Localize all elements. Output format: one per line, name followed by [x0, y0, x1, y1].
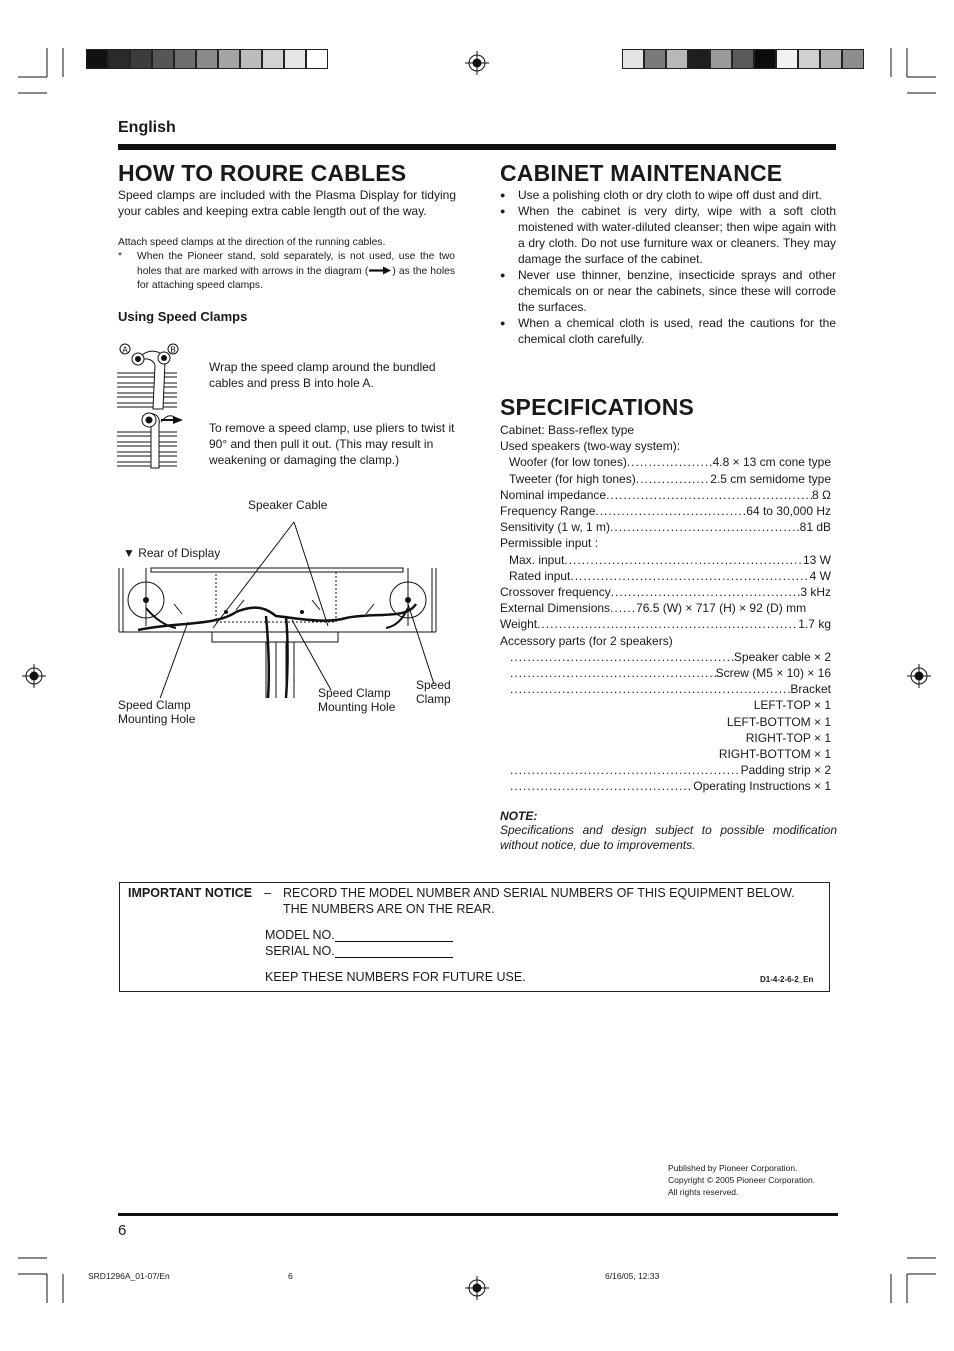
gray-swatch [666, 49, 688, 69]
spec-value: Padding strip × 2 [740, 763, 831, 778]
spec-frequency [500, 503, 831, 519]
gray-swatch [284, 49, 306, 69]
spec-label: Frequency Range [500, 504, 596, 519]
language-label: English [118, 119, 176, 136]
notice-keep: KEEP THESE NUMBERS FOR FUTURE USE. [265, 970, 526, 984]
notice-code: D1-4-2-6-2_En [760, 975, 814, 984]
spec-value: 13 W [802, 552, 831, 567]
leader-dots [564, 552, 803, 568]
gray-swatch [306, 49, 328, 69]
leader-dots [611, 584, 801, 600]
notice-line-2: THE NUMBERS ARE ON THE REAR. [283, 902, 495, 916]
gray-swatch [732, 49, 754, 69]
spec-value: RIGHT-TOP × 1 [745, 730, 831, 745]
spec-max-input [500, 552, 831, 568]
acc-right-bottom [500, 746, 831, 762]
spec-woofer [500, 454, 831, 470]
serial-no-label: SERIAL NO. [265, 944, 335, 958]
spec-sensitivity [500, 519, 831, 535]
leader-dots [606, 487, 812, 503]
spec-value: 81 dB [799, 520, 831, 535]
gray-swatch [688, 49, 710, 69]
gray-swatch [820, 49, 842, 69]
spec-value: LEFT-BOTTOM × 1 [726, 714, 831, 729]
label-mounting-hole-mid-2: Mounting Hole [318, 700, 396, 714]
leader-dots [636, 471, 711, 487]
label-mounting-hole-left-2: Mounting Hole [118, 712, 196, 726]
publisher-line: All rights reserved. [668, 1187, 739, 1197]
spec-label: Weight [500, 617, 538, 632]
label-mounting-hole-left [118, 698, 195, 726]
gray-swatch [798, 49, 820, 69]
publisher-block [668, 1162, 815, 1198]
clamp-remove-illustration [117, 410, 187, 472]
label-mounting-hole-left-1: Speed Clamp [118, 698, 191, 712]
note-heading: NOTE: [500, 809, 538, 823]
footnote-mark: * [118, 251, 123, 262]
cables-title: HOW TO ROURE CABLES [118, 160, 407, 186]
leader-dots [510, 762, 741, 778]
spec-value: 76.5 (W) × 717 (H) × 92 (D) mm [636, 601, 807, 616]
label-speed-clamp-1: Speed [416, 678, 451, 692]
gray-swatch [218, 49, 240, 69]
spec-value: 4 W [809, 568, 831, 583]
gray-swatch [174, 49, 196, 69]
specs-table [500, 422, 831, 795]
leader-dots [510, 665, 716, 681]
gray-swatch [710, 49, 732, 69]
maintenance-item: ● Use a polishing cloth or dry cloth to wipe off dust and dirt. [500, 187, 836, 203]
maintenance-item: ● When the cabinet is very dirty, wipe with a soft cloth moistened with water-diluted cleanser; then wipe again with a dry cloth. Do not use furniture wax or cleaners. They may damage the surface of the cabinet. [500, 203, 836, 267]
maintenance-item: ● When a chemical cloth is used, read the cautions for the chemical cloth carefully. [500, 315, 836, 347]
gray-swatch [130, 49, 152, 69]
leader-dots [510, 778, 693, 794]
acc-screw [500, 665, 831, 681]
registration-mark-left [22, 664, 46, 688]
note-text: Specifications and design subject to possible modification without notice, due to improvements. [500, 823, 837, 852]
spec-weight [500, 616, 831, 632]
acc-right-top [500, 730, 831, 746]
spec-value: Speaker cable × 2 [733, 649, 831, 664]
cable-routing-diagram [116, 508, 456, 698]
spec-label: Rated input [509, 568, 571, 583]
spec-value: 2.5 cm semidome type [710, 471, 831, 486]
model-no-field [265, 928, 453, 942]
spec-value: Operating Instructions × 1 [693, 779, 831, 794]
registration-mark-bottom [465, 1276, 489, 1300]
spec-label: Nominal impedance [500, 487, 607, 502]
acc-instructions [500, 778, 831, 794]
attach-note: Attach speed clamps at the direction of the running cables. [118, 237, 386, 248]
spec-value: LEFT-TOP × 1 [753, 698, 831, 713]
leader-dots [610, 519, 800, 535]
serial-no-field [265, 944, 453, 958]
spec-text: Used speakers (two-way system): [500, 439, 681, 454]
print-date: 6/16/05, 12:33 [605, 1271, 660, 1281]
gray-swatch [262, 49, 284, 69]
print-sheet-number: 6 [288, 1271, 293, 1281]
publisher-line: Copyright © 2005 Pioneer Corporation. [668, 1175, 816, 1185]
gray-swatch [622, 49, 644, 69]
label-rear-of-display: ▼ Rear of Display [123, 546, 221, 560]
leader-dots [570, 568, 809, 584]
leader-dots [537, 616, 798, 632]
spec-text: Permissible input : [500, 536, 599, 551]
stand-footnote-a: When the Pioneer stand, sold separately, is not used, use the two holes that are marked with arrows in the diagram ( [137, 251, 455, 277]
cables-intro: Speed clamps are included with the Plasma Display for tidying your cables and keeping extra cable length out of the way. [118, 188, 456, 218]
spec-used-speakers [500, 438, 831, 454]
gray-bar-right [622, 49, 864, 69]
spec-impedance [500, 487, 831, 503]
notice-dash: – [264, 886, 271, 900]
spec-label: Sensitivity (1 w, 1 m) [500, 520, 611, 535]
spec-label: Max. input [509, 552, 565, 567]
acc-left-bottom [500, 714, 831, 730]
spec-value: Screw (M5 × 10) × 16 [715, 666, 831, 681]
spec-value: Bracket [790, 682, 831, 697]
label-mounting-hole-mid-1: Speed Clamp [318, 686, 391, 700]
label-speed-clamp-2: Clamp [416, 692, 451, 706]
arrow-icon [368, 266, 392, 275]
specs-title: SPECIFICATIONS [500, 394, 695, 420]
clamp-label-a: A [122, 345, 128, 355]
maintenance-title: CABINET MAINTENANCE [500, 160, 783, 186]
spec-value: RIGHT-BOTTOM × 1 [718, 747, 831, 762]
spec-permissible [500, 535, 831, 551]
header-rule [118, 144, 836, 150]
maintenance-item: ● Never use thinner, benzine, insecticide sprays and other chemicals on or near the cabinets, since these will corrode the surfaces. [500, 267, 836, 315]
remove-instruction: To remove a speed clamp, use pliers to twist it 90° and then pull it out. (This may result in weakening or damaging the clamp.) [209, 421, 455, 467]
label-speaker-cable: Speaker Cable [248, 498, 328, 512]
leader-dots [510, 649, 734, 665]
spec-value: 3 kHz [800, 585, 831, 600]
gray-swatch [196, 49, 218, 69]
model-no-blank [335, 930, 453, 942]
gray-swatch [776, 49, 798, 69]
acc-left-top [500, 697, 831, 713]
gray-swatch [644, 49, 666, 69]
model-no-label: MODEL NO. [265, 928, 335, 942]
spec-label: Woofer (for low tones) [509, 455, 627, 470]
spec-crossover [500, 584, 831, 600]
spec-tweeter [500, 471, 831, 487]
spec-accessory [500, 633, 831, 649]
spec-value: 1.7 kg [798, 617, 831, 632]
leader-dots [627, 454, 713, 470]
spec-value: 4.8 × 13 cm cone type [712, 455, 831, 470]
gray-swatch [240, 49, 262, 69]
stand-footnote-b: ) as the holes for attaching speed clamps. [137, 265, 455, 291]
spec-value: 8 Ω [812, 487, 831, 502]
acc-bracket [500, 681, 831, 697]
gray-bar-left [86, 49, 328, 69]
print-file-name: SRD1296A_01-07/En [88, 1271, 170, 1281]
spec-label: Crossover frequency [500, 585, 611, 600]
spec-label: External Dimensions [500, 601, 611, 616]
acc-padding [500, 762, 831, 778]
page-number: 6 [118, 1222, 127, 1239]
gray-swatch [152, 49, 174, 69]
gray-swatch [754, 49, 776, 69]
gray-swatch [842, 49, 864, 69]
spec-text: Accessory parts (for 2 speakers) [500, 633, 673, 648]
leader-dots [610, 600, 636, 616]
notice-heading: IMPORTANT NOTICE [128, 886, 253, 900]
label-mounting-hole-mid [318, 686, 395, 714]
publisher-line: Published by Pioneer Corporation. [668, 1163, 798, 1173]
label-speed-clamp [416, 678, 451, 706]
maintenance-list [500, 187, 836, 347]
spec-cabinet [500, 422, 831, 438]
registration-mark-right [907, 664, 931, 688]
registration-mark-top [465, 51, 489, 75]
clamp-wrap-illustration [117, 343, 183, 413]
spec-dimensions [500, 600, 831, 616]
leader-dots [510, 681, 790, 697]
spec-label: Tweeter (for high tones) [509, 471, 636, 486]
gray-swatch [86, 49, 108, 69]
wrap-instruction: Wrap the speed clamp around the bundled cables and press B into hole A. [209, 360, 436, 390]
serial-no-blank [335, 946, 453, 958]
footer-rule [118, 1213, 838, 1216]
spec-text: Cabinet: Bass-reflex type [500, 423, 635, 437]
clamp-label-b: B [170, 345, 176, 355]
notice-line-1: RECORD THE MODEL NUMBER AND SERIAL NUMBERS OF THIS EQUIPMENT BELOW. [283, 886, 795, 900]
leader-dots [595, 503, 746, 519]
stand-footnote [137, 250, 455, 294]
spec-rated-input [500, 568, 831, 584]
using-speed-clamps-heading: Using Speed Clamps [118, 309, 248, 324]
gray-swatch [108, 49, 130, 69]
spec-value: 64 to 30,000 Hz [746, 504, 831, 519]
acc-speaker-cable [500, 649, 831, 665]
